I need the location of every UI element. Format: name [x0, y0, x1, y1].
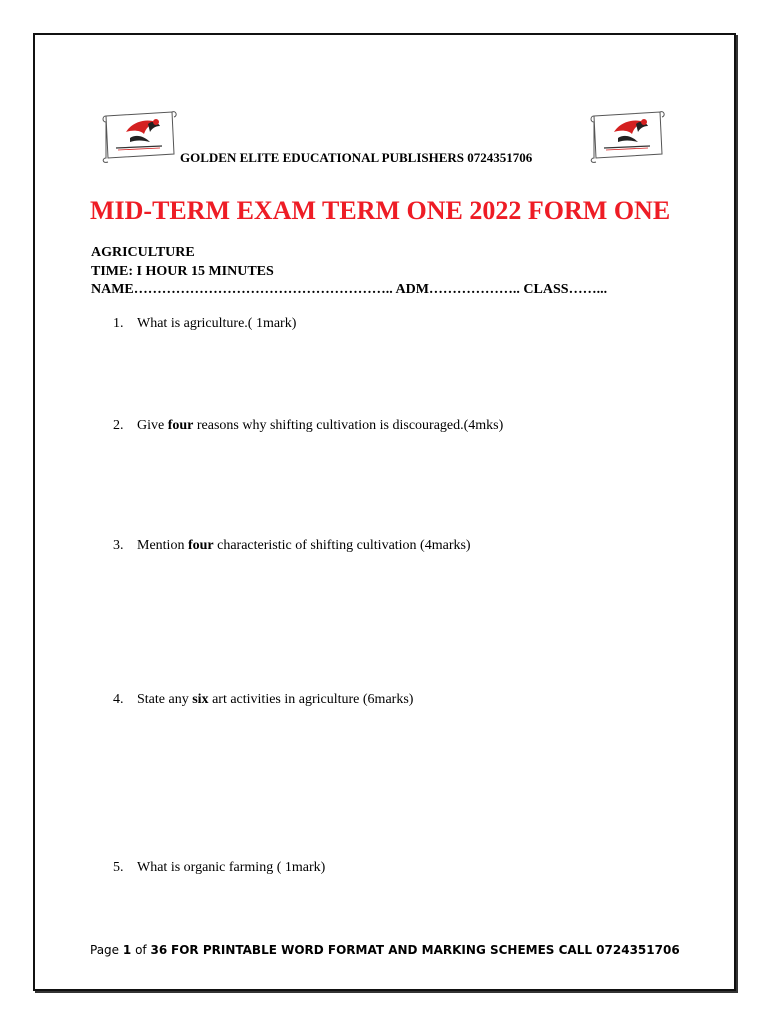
- footer-call-text: FOR PRINTABLE WORD FORMAT AND MARKING SCHEMES CALL 0724351706: [171, 943, 680, 957]
- question-text-rest: characteristic of shifting cultivation (4marks): [213, 538, 471, 553]
- page-footer: [90, 943, 680, 957]
- question-text-rest: art activities in agriculture (6marks): [208, 692, 414, 707]
- footer-page-word: Page: [90, 943, 120, 957]
- exam-title: MID-TERM EXAM TERM ONE 2022 FORM ONE: [90, 196, 671, 225]
- question-1: [113, 316, 296, 332]
- footer-of-word: of: [135, 943, 147, 957]
- time-line: TIME: I HOUR 15 MINUTES: [91, 263, 274, 279]
- footer-page-number: 1: [122, 943, 132, 957]
- question-5: [113, 860, 325, 876]
- question-emphasis: four: [187, 538, 214, 553]
- subject-line: AGRICULTURE: [91, 245, 195, 260]
- question-number: 2.: [113, 418, 124, 433]
- question-2: [113, 418, 503, 434]
- question-number: 3.: [113, 538, 124, 553]
- page-border: [33, 33, 736, 991]
- question-emphasis: four: [167, 418, 194, 433]
- question-emphasis: six: [192, 692, 209, 707]
- question-number: 5.: [113, 860, 124, 875]
- question-text: Mention: [137, 538, 188, 553]
- question-text: What is agriculture.( 1mark): [137, 316, 297, 331]
- publisher-logo-scroll-icon: [588, 108, 668, 164]
- question-text-rest: reasons why shifting cultivation is discouraged.(4mks): [193, 418, 504, 433]
- publisher-name: GOLDEN ELITE EDUCATIONAL PUBLISHERS 0724351706: [180, 150, 533, 165]
- footer-total-pages: 36: [150, 943, 168, 957]
- question-number: 1.: [113, 316, 124, 331]
- question-text: State any: [137, 692, 193, 707]
- question-4: [113, 692, 413, 708]
- publisher-logo-scroll-icon: [100, 108, 180, 164]
- question-number: 4.: [113, 692, 124, 707]
- question-text: What is organic farming ( 1mark): [137, 860, 326, 875]
- exam-meta: [91, 244, 607, 300]
- question-3: [113, 538, 471, 554]
- question-text: Give: [137, 418, 168, 433]
- student-fields-line: NAME……………………………………………….. ADM……………….. CLASS……...: [91, 282, 608, 297]
